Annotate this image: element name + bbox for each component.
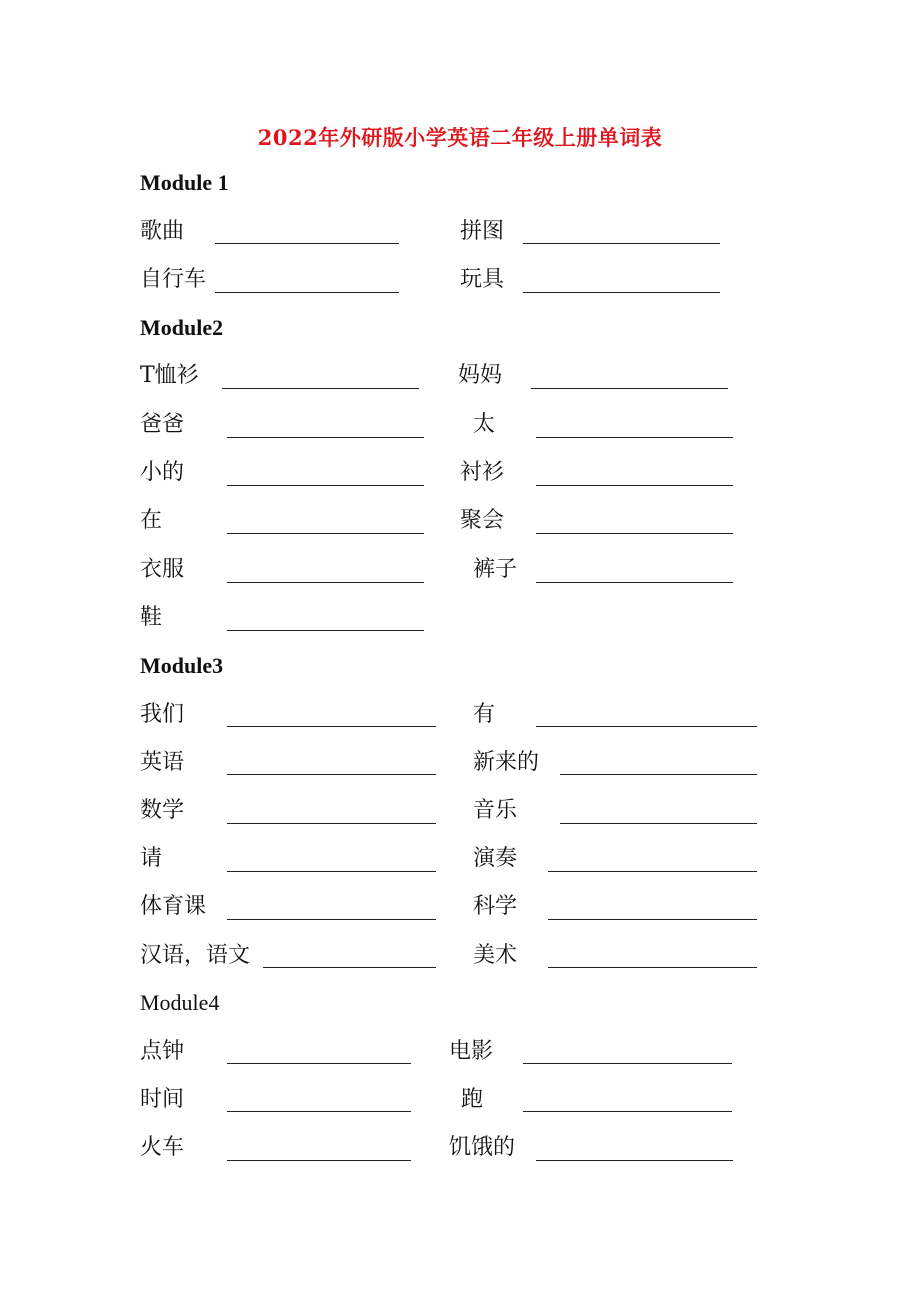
word-oclock: 点钟 — [140, 1039, 185, 1064]
word-time: 时间 — [140, 1087, 185, 1112]
word-song: 歌曲 — [140, 219, 185, 244]
answer-blank[interactable] — [536, 726, 757, 727]
answer-blank[interactable] — [523, 243, 720, 244]
word-chinese: 汉语，语文 — [140, 943, 251, 968]
word-shirt: 衬衫 — [460, 460, 505, 485]
module-4-heading: Module4 — [140, 990, 220, 1015]
answer-blank[interactable] — [227, 485, 424, 486]
answer-blank[interactable] — [531, 388, 728, 389]
word-train: 火车 — [140, 1135, 185, 1160]
word-mum: 妈妈 — [458, 363, 503, 388]
answer-blank[interactable] — [227, 871, 436, 872]
answer-blank[interactable] — [227, 630, 424, 631]
word-puzzle: 拼图 — [460, 219, 505, 244]
answer-blank[interactable] — [227, 437, 424, 438]
answer-blank[interactable] — [227, 919, 436, 920]
word-hungry: 饥饿的 — [449, 1135, 516, 1160]
answer-blank[interactable] — [263, 967, 436, 968]
answer-blank[interactable] — [227, 726, 436, 727]
word-play: 演奏 — [473, 846, 518, 871]
word-pe: 体育课 — [140, 894, 207, 919]
page-title: 2022年外研版小学英语二年级上册单词表 — [257, 125, 663, 150]
word-too: 太 — [473, 412, 496, 437]
answer-blank[interactable] — [227, 533, 424, 534]
answer-blank[interactable] — [548, 871, 757, 872]
word-at: 在 — [140, 508, 163, 533]
word-have: 有 — [473, 702, 496, 727]
answer-blank[interactable] — [523, 292, 720, 293]
answer-blank[interactable] — [523, 1111, 732, 1112]
word-art: 美术 — [473, 943, 518, 968]
answer-blank[interactable] — [215, 243, 399, 244]
word-toy: 玩具 — [460, 267, 505, 292]
word-new: 新来的 — [473, 750, 540, 775]
module-3-heading: Module3 — [140, 653, 224, 678]
answer-blank[interactable] — [536, 582, 733, 583]
word-run: 跑 — [461, 1087, 484, 1112]
word-maths: 数学 — [140, 798, 185, 823]
word-shoes: 鞋 — [140, 605, 163, 630]
answer-blank[interactable] — [560, 823, 757, 824]
answer-blank[interactable] — [227, 1160, 411, 1161]
answer-blank[interactable] — [227, 582, 424, 583]
answer-blank[interactable] — [548, 967, 757, 968]
word-music: 音乐 — [473, 798, 518, 823]
answer-blank[interactable] — [548, 919, 757, 920]
word-tshirt: T恤衫 — [140, 363, 199, 388]
answer-blank[interactable] — [536, 533, 733, 534]
answer-blank[interactable] — [536, 1160, 733, 1161]
answer-blank[interactable] — [536, 485, 733, 486]
word-please: 请 — [140, 846, 163, 871]
answer-blank[interactable] — [227, 774, 436, 775]
answer-blank[interactable] — [227, 1063, 411, 1064]
answer-blank[interactable] — [227, 1111, 411, 1112]
answer-blank[interactable] — [560, 774, 757, 775]
answer-blank[interactable] — [523, 1063, 732, 1064]
module-2-heading: Module2 — [140, 315, 224, 340]
word-trousers: 裤子 — [473, 557, 518, 582]
word-dad: 爸爸 — [140, 412, 185, 437]
module-1-heading: Module 1 — [140, 170, 229, 195]
word-bicycle: 自行车 — [140, 267, 207, 292]
word-film: 电影 — [449, 1039, 494, 1064]
word-clothes: 衣服 — [140, 557, 185, 582]
answer-blank[interactable] — [227, 823, 436, 824]
word-party: 聚会 — [460, 508, 505, 533]
word-small: 小的 — [140, 460, 185, 485]
word-english: 英语 — [140, 750, 185, 775]
answer-blank[interactable] — [215, 292, 399, 293]
answer-blank[interactable] — [222, 388, 419, 389]
answer-blank[interactable] — [536, 437, 733, 438]
word-we: 我们 — [140, 702, 185, 727]
word-science: 科学 — [473, 894, 518, 919]
